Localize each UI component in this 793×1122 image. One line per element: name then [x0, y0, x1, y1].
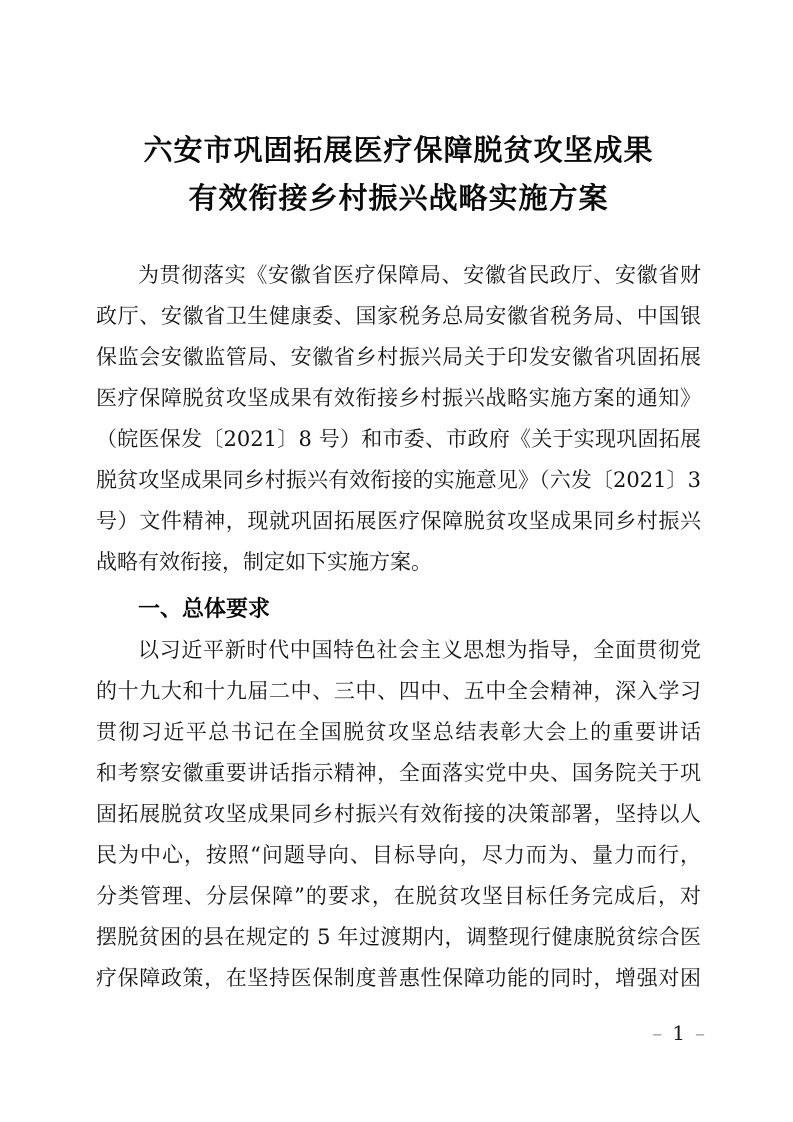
body-line: 保监会安徽监管局、安徽省乡村振兴局关于印发安徽省巩固拓展 [96, 345, 701, 369]
body-line: 疗保障政策，在坚持医保制度普惠性保障功能的同时，增强对困 [96, 966, 701, 990]
body-line: 贯彻习近平总书记在全国脱贫攻坚总结表彰大会上的重要讲话 [96, 720, 701, 744]
paragraph-opening [96, 255, 701, 583]
body-line: 的十九大和十九届二中、三中、四中、五中全会精神，深入学习 [96, 679, 701, 703]
body-line: 民为中心，按照“问题导向、目标导向，尽力而为、量力而行， [96, 843, 701, 867]
body-line: （皖医保发〔2021〕8 号）和市委、市政府《关于实现巩固拓展 [96, 427, 701, 451]
page-footer [652, 1022, 705, 1044]
body-line: 为贯彻落实《安徽省医疗保障局、安徽省民政厅、安徽省财 [138, 263, 701, 287]
page-number-dash-right: – [695, 1021, 705, 1045]
body-line: 医疗保障脱贫攻坚成果有效衔接乡村振兴战略实施方案的通知》 [96, 386, 701, 410]
body-line: 摆脱贫困的县在规定的 5 年过渡期内，调整现行健康脱贫综合医 [96, 925, 701, 949]
page-number-dash-left: – [652, 1021, 663, 1045]
paragraph-overall-requirements [96, 630, 701, 999]
body-line: 和考察安徽重要讲话指示精神，全面落实党中央、国务院关于巩 [96, 761, 701, 785]
body-line: 以习近平新时代中国特色社会主义思想为指导，全面贯彻党 [138, 638, 701, 662]
body-line: 政厅、安徽省卫生健康委、国家税务总局安徽省税务局、中国银 [96, 304, 701, 328]
body-line: 号）文件精神，现就巩固拓展医疗保障脱贫攻坚成果同乡村振兴 [96, 509, 701, 533]
page-number: 1 [672, 1021, 685, 1045]
body-line: 脱贫攻坚成果同乡村振兴有效衔接的实施意见》（六发〔2021〕3 [96, 468, 701, 492]
body-line: 分类管理、分层保障”的要求，在脱贫攻坚目标任务完成后，对 [96, 884, 701, 908]
document-title-line: 六安市巩固拓展医疗保障脱贫攻坚成果 [143, 133, 654, 167]
body-line: 战略有效衔接，制定如下实施方案。 [96, 550, 432, 574]
section-heading-overall-requirements: 一、总体要求 [138, 597, 271, 622]
document-title-line: 有效衔接乡村振兴战略实施方案 [188, 181, 609, 215]
document-title [96, 126, 701, 222]
body-line: 固拓展脱贫攻坚成果同乡村振兴有效衔接的决策部署，坚持以人 [96, 802, 701, 826]
